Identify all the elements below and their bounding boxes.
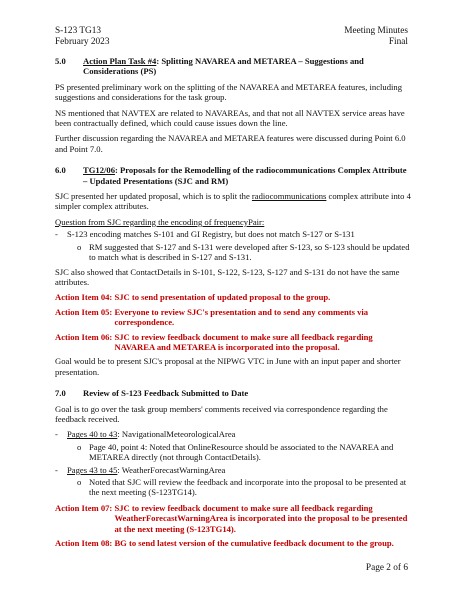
- link-radiocommunications[interactable]: radiocommunications: [251, 191, 327, 202]
- section-number: 6.0: [55, 165, 66, 176]
- section-title: Review of S-123 Feedback Submitted to Date: [83, 388, 249, 399]
- action-label: Action Item 04:: [55, 292, 115, 303]
- list-text: S-123 encoding matches S-101 and GI Registry, but does not match S-127 or S-131: [67, 229, 355, 240]
- section-number: 7.0: [55, 388, 66, 399]
- paragraph: Goal is to go over the task group members' comments received via correspondence regarding the feedback received.: [55, 403, 388, 424]
- page-header: [55, 26, 408, 48]
- doc-title: Meeting Minutes: [344, 26, 408, 36]
- section-title: : Proposals for the Remodelling of the radiocommunications Complex Attribute – Updated Presentations (SJC and RM): [83, 165, 407, 186]
- section-title: : Splitting NAVAREA and METAREA – Suggestions and Considerations (PS): [83, 56, 364, 77]
- list-item: - Pages 43 to 45: WeatherForecastWarningArea: [55, 464, 226, 475]
- action-text: SJC to review feedback document to make sure all feedback regarding NAVAREA and METAREA is incorporated into the proposal.: [114, 331, 373, 352]
- list-text: RM suggested that S-127 and S-131 were developed after S-123, so S-123 should be updated to match what is described in S-127 and S-131.: [89, 241, 410, 263]
- doc-id: S-123 TG13: [55, 26, 102, 36]
- list-item: - Pages 40 to 43: NavigationalMeteorologicalArea: [55, 429, 236, 440]
- action-item-08: [55, 538, 413, 548]
- paragraph: SJC also showed that ContactDetails in S-101, S-122, S-123, S-127 and S-131 do not have the same attributes.: [55, 266, 400, 287]
- section-7-heading: [55, 388, 413, 398]
- paragraph: [55, 191, 413, 212]
- sub-list-item: o Noted that SJC will review the feedback and incorporate into the proposal to be presented at the next meeting (S-123TG14).: [77, 477, 413, 498]
- action-item-04: [55, 292, 413, 302]
- action-label: Action Item 08:: [55, 538, 115, 549]
- doc-status: Final: [388, 37, 408, 47]
- list-text: : NavigationalMeteorologicalArea: [117, 429, 236, 440]
- paragraph: PS presented preliminary work on the splitting of the NAVAREA and METAREA features, including suggestions and considerations for the task group.: [55, 81, 402, 103]
- action-label: Action Item 05:: [55, 306, 115, 317]
- pages-link[interactable]: Pages 43 to 45: [67, 464, 118, 475]
- section-title-prefix: Action Plan Task #4: [83, 56, 157, 66]
- list-item: - S-123 encoding matches S-101 and GI Registry, but does not match S-127 or S-131: [55, 229, 413, 239]
- action-text: SJC to send presentation of updated proposal to the group.: [114, 292, 331, 303]
- sub-list-item: o RM suggested that S-127 and S-131 were developed after S-123, so S-123 should be updated to match what is described in S-127 and S-131.: [77, 242, 413, 263]
- section-6-heading: [55, 165, 413, 186]
- section-title-prefix: TG12/06: [83, 165, 115, 176]
- action-item-05: [55, 307, 413, 328]
- section-number: 5.0: [55, 56, 66, 66]
- list-text: Page 40, point 4: Noted that OnlineResource should be associated to the NAVAREA and METAREA directly (not through ContactDetails).: [89, 441, 394, 463]
- action-text: SJC to review feedback document to make sure all feedback regarding WeatherForecastWarningArea is incorporated into the proposal to be presented at the next meeting (S-123TG14).: [114, 502, 408, 534]
- action-text: Everyone to review SJC's presentation and to send any comments via correspondence.: [114, 306, 369, 328]
- action-item-06: [55, 332, 413, 353]
- action-label: Action Item 06:: [55, 331, 115, 342]
- pages-link[interactable]: Pages 40 to 43: [67, 429, 118, 440]
- action-label: Action Item 07:: [55, 502, 115, 513]
- paragraph: Goal would be to present SJC's proposal at the NIPWG VTC in June with an input paper and shorter presentation.: [55, 356, 401, 377]
- action-item-07: [55, 503, 413, 534]
- paragraph: Further discussion regarding the NAVAREA and METAREA features were discussed during Point 6.0 and Point 7.0.: [55, 133, 406, 154]
- doc-date: February 2023: [55, 37, 110, 47]
- sub-list-item: o Page 40, point 4: Noted that OnlineResource should be associated to the NAVAREA and METAREA directly (not through ContactDetails).: [77, 442, 413, 463]
- action-text: BG to send latest version of the cumulative feedback document to the group.: [114, 538, 394, 549]
- question-heading: Question from SJC regarding the encoding of frequencyPair:: [55, 216, 265, 227]
- text: SJC presented her updated proposal, which is to split the: [55, 191, 252, 202]
- text: complex attribute into 4 simpler complex attributes.: [55, 191, 411, 212]
- page-body: [55, 56, 413, 552]
- list-text: : WeatherForecastWarningArea: [117, 464, 226, 475]
- paragraph: NS mentioned that NAVTEX are related to NAVAREAs, and that not all NAVTEX service areas have been contractually defined, which could cause issues down the line.: [55, 107, 405, 129]
- page-number: Page 2 of 6: [365, 563, 408, 573]
- section-5-heading: [55, 56, 413, 77]
- list-text: Noted that SJC will review the feedback and incorporate into the proposal to be presented at the next meeting (S-123TG14).: [89, 477, 407, 498]
